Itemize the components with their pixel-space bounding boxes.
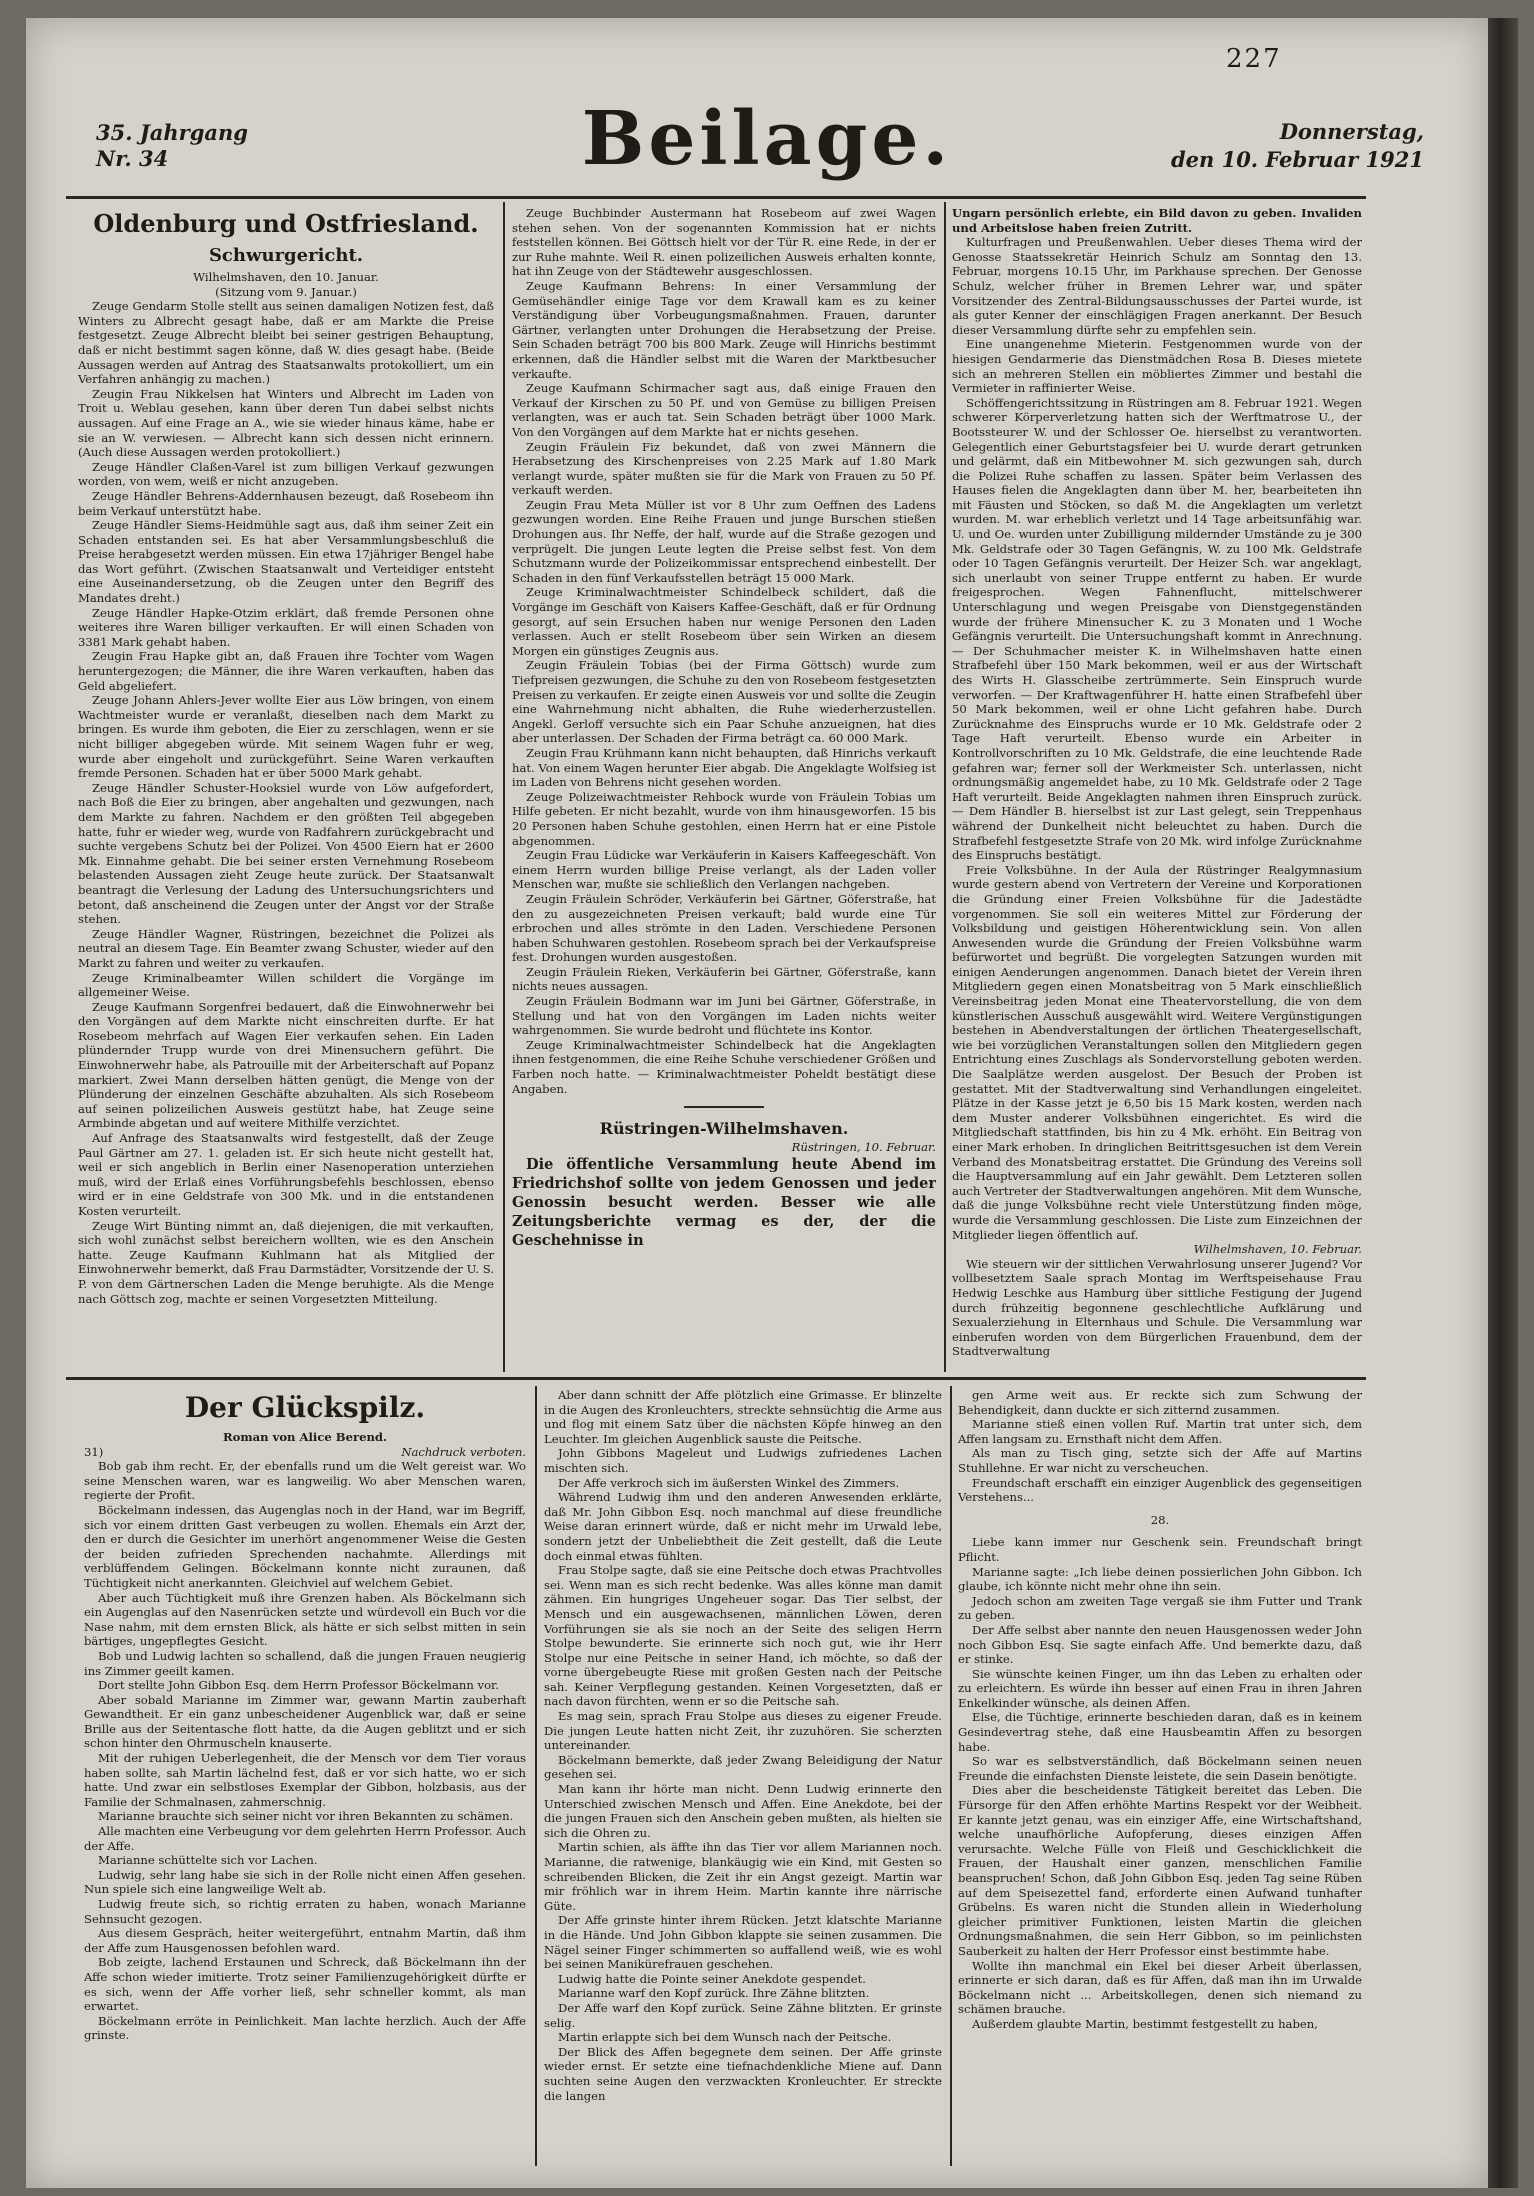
- page-number: 227: [1226, 44, 1282, 74]
- paragraph: Zeuge Kriminalwachtmeister Schindelbeck hat die Angeklagten ihnen festgenommen, die eine Reihe Schuhe verschiedener Größen und Farben noch hatte. — Kriminalwachtmeister Poheldt bestätigt diese Angaben.: [512, 1037, 936, 1096]
- serial-paragraph: Ludwig freute sich, so richtig erraten zu haben, wonach Marianne Sehnsucht gezogen.: [84, 1897, 526, 1926]
- serial-author: Roman von Alice Berend.: [222, 1430, 388, 1444]
- serial-paragraph: Dort stellte John Gibbon Esq. dem Herrn Professor Böckelmann vor.: [98, 1678, 499, 1693]
- serial-paragraph: Der Affe warf den Kopf zurück. Seine Zähne blitzten. Er grinste selig.: [544, 2000, 942, 2030]
- column-rule: [944, 202, 946, 1372]
- serial-paragraph: Jedoch schon am zweiten Tage vergaß sie ihm Futter und Trank zu geben.: [958, 1593, 1362, 1623]
- paragraph: Zeuge Kaufmann Sorgenfrei bedauert, daß die Einwohnerwehr bei den Vorgängen auf dem Markte nicht einschreiten durfte. Er hat Rosebeom mehrfach auf Wagen Eier verkaufen sehen. Ein Laden plündernder Trupp wurde von drei Minensuchern geführt. Die Einwohnerwehr habe, als Patrouille mit der Arbeiterschaft auf Popanz markiert. Zwei Mann derselben hätten genügt, die Menge von der Plünderung der einzelnen Geschäfte abzuhalten. Als sich Rosebeom auf seinen polizeilichen Ausweis gestützt habe, hat Zeuge seine Armbinde abgetan und auf weitere Mithilfe verzichtet.: [78, 999, 494, 1131]
- serial-paragraph: Wollte ihn manchmal ein Ekel bei dieser Arbeit überlassen, erinnerte er sich daran, daß es für Affen, daß man ihn im Urwalde Böckelmann nicht ... Arbeitskollegen, denen sich niemand zu schämen brauche.: [958, 1958, 1362, 2017]
- serial-paragraph: 28.: [1150, 1512, 1170, 1527]
- serial-paragraph: gen Arme weit aus. Er reckte sich zum Schwung der Behendigkeit, dann duckte er sich zitternd zusammen.: [958, 1388, 1362, 1417]
- serial-text: [84, 1459, 526, 2043]
- dateline: Rüstringen, 10. Februar.: [791, 1140, 936, 1155]
- column-rule: [950, 1386, 952, 2166]
- paragraph: Zeuge Kriminalbeamter Willen schildert die Vorgänge im allgemeiner Weise.: [78, 970, 494, 1000]
- serial-paragraph: Freundschaft erschafft ein einziger Augenblick des gegenseitigen Verstehens...: [958, 1475, 1362, 1505]
- serial-paragraph: Als man zu Tisch ging, setzte sich der Affe auf Martins Stuhllehne. Er war nicht zu verscheuchen.: [958, 1446, 1362, 1475]
- paragraph: Zeuge Händler Hapke-Otzim erklärt, daß fremde Personen ohne weiteres ihre Waren billiger verkauften. Er will einen Schaden von 3381 Mark gehabt haben.: [78, 605, 494, 649]
- serial-paragraph: Liebe kann immer nur Geschenk sein. Freundschaft bringt Pflicht.: [958, 1535, 1362, 1564]
- paragraph: Auf Anfrage des Staatsanwalts wird festgestellt, daß der Zeuge Paul Gärtner am 27. 1. geladen ist. Er sich heute nicht gestellt hat, weil er sich angeblich in Berlin einer Nasenoperation unterziehen muß, wird der Erlaß eines Vorführungsbefehls beschlossen, ebenso wird er in eine Geldstrafe von 300 Mk. und in die entstandenen Kosten verurteilt.: [78, 1131, 494, 1218]
- serial-paragraph: Marianne brauchte sich seiner nicht vor ihren Bekannten zu schämen.: [98, 1809, 514, 1824]
- paragraph: Zeuge Gendarm Stolle stellt aus seinen damaligen Notizen fest, daß Winters zu Albrecht gesagt habe, daß er am Markte die Preise festgesetzt. Zeuge Albrecht bleibt bei seiner gestrigen Behauptung, daß er nicht bestimmt sagen könne, daß W. dies gesagt habe. (Beide Aussagen werden auf Antrag des Staatsanwalts protokolliert, um ein Verfahren anhängig zu machen.): [78, 299, 494, 387]
- serial-paragraph: Mit der ruhigen Ueberlegenheit, die der Mensch vor dem Tier voraus haben sollte, sah Martin lächelnd fest, daß er vor sich hatte, wo er sich hatte. Und zwar ein selbstloses Exemplar der Gibbon, holzbasis, aus der Familie der Schmalnasen, zahmerschnig.: [84, 1751, 526, 1809]
- paragraph: Zeuge Kaufmann Schirmacher sagt aus, daß einige Frauen den Verkauf der Kirschen zu 50 Pf. und von Gemüse zu billigen Preisen verlangten, was er auch tat. Sein Schaden beträgt über 1000 Mark. Von den Vorgängen auf dem Markte hat er nichts gesehen.: [512, 381, 936, 439]
- paragraph: Zeuge Polizeiwachtmeister Rehbock wurde von Fräulein Tobias um Hilfe gebeten. Er nicht bezahlt, wurde von ihm hinausgeworfen. 15 bis 20 Personen haben Schuhe gestohlen, einen Herrn hat er eine Pistole abgenommen.: [512, 789, 936, 848]
- paragraph: Zeuge Kaufmann Behrens: In einer Versammlung der Gemüsehändler einige Tage vor dem Krawall kam es zu keiner Verständigung über Vorbeugungsmaßnahmen. Frauen, darunter Gärtner, verlangten unter Drohungen die Herabsetzung der Preise. Sein Schaden beträgt 700 bis 800 Mark. Zeuge will Hinrichs bestimmt erkennen, daß die Händler selbst mit die Waren der Marktbesucher verkaufte.: [512, 278, 936, 381]
- paragraph: Zeuge Händler Claßen-Varel ist zum billigen Verkauf gezwungen worden, von wem, weiß er nicht anzugeben.: [78, 459, 494, 489]
- serial-paragraph: Else, die Tüchtige, erinnerte beschieden daran, daß es in keinem Gesindevertrag stehe, daß eine Hausbeamtin Affen zu besorgen habe.: [958, 1710, 1362, 1754]
- date-full: den 10. Februar 1921: [1170, 147, 1424, 172]
- serial-number: [84, 1445, 526, 1460]
- paragraph: Zeugin Frau Hapke gibt an, daß Frauen ihre Tochter vom Wagen heruntergezogen; die Männer, die ihre Waren verkauften, haben das Geld abgeliefert.: [78, 649, 494, 693]
- section-subtitle: Schwurgericht.: [208, 245, 364, 266]
- column-right: [952, 206, 1362, 1372]
- serial-paragraph: Marianne stieß einen vollen Ruf. Martin trat unter sich, dem Affen langsam zu. Ernsthaft nicht dem Affen.: [958, 1417, 1362, 1446]
- issue-label: Nr. 34: [96, 146, 169, 171]
- section-title: Oldenburg und Ostfriesland.: [93, 209, 479, 238]
- paragraph: Zeugin Frau Meta Müller ist vor 8 Uhr zum Oeffnen des Ladens gezwungen worden. Eine Reihe Frauen und junge Burschen stießen Drohungen aus. Ihr Neffe, der half, wurde auf die Straße gezogen und verprügelt. Die jungen Leute legten die Preise selbst fest. Von dem Schutzmann wurde der Polizeikommissar entsprechend einbestellt. Der Schaden in den fünf Verkaufsstellen beträgt 15 000 Mark.: [512, 497, 936, 585]
- serial-paragraph: Sie wünschte keinen Finger, um ihn das Leben zu erhalten oder zu erleichtern. Es würde ihn besser auf einen Frau in ihren Jahren Enkelkinder wünsche, als deinen Affen.: [958, 1666, 1362, 1710]
- serial-paragraph: Aber sobald Marianne im Zimmer war, gewann Martin zauberhaft Gewandtheit. Er ein ganz unbescheidener Augenblick war, daß er seine Brille aus der Seitentasche flott hatte, da die Augen geblitzt und er sich schon hinter den Ohrmuscheln knauserte.: [84, 1692, 526, 1751]
- copyright-notice: Nachdruck verboten.: [401, 1444, 526, 1459]
- serial-paragraph: Dies aber die bescheidenste Tätigkeit bereitet das Leben. Die Fürsorge für den Affen erhöhte Martins Respekt vor der Weibheit. Er kannte jetzt genau, was ein einziger Affe, eine Wirtschaftshand, welche unaufhörliche Aufopferung, dieses einzigen Affen verursachte. Welche Fülle von Fleiß und Geschicklichkeit die Frauen, der Haushalt einer ganzen, menschlichen Familie beanspruchen! Schon, daß John Gibbon Esq. jeden Tag seine Rüben auf dem Speisezettel fand, erforderte einen Aufwand tunhafter Grübelns. Es waren nicht die Stunden allein in Wiederholung gleicher primitiver Funktionen, leisten Martin die gleichen Ordnungsmaßnahmen, die sein Herr Gibbon, so im peinlichsten Sauberkeit zu halten der Herr Professor einst bestimmte habe.: [958, 1783, 1362, 1958]
- paragraph: Zeugin Frau Krühmann kann nicht behaupten, daß Hinrichs verkauft hat. Von einem Wagen herunter Eier abgab. Die Angeklagte Wolfsieg ist im Laden von Behrens nicht gesehen worden.: [512, 745, 936, 790]
- serial-paragraph: Böckelmann bemerkte, daß jeder Zwang Beleidigung der Natur gesehen sei.: [544, 1752, 942, 1782]
- serial-text: [958, 1388, 1362, 2032]
- serial-paragraph: Aber dann schnitt der Affe plötzlich eine Grimasse. Er blinzelte in die Augen des Kronleuchters, streckte sehnsüchtig die Arme aus und flog mit einem Satz über die nächsten Köpfe hinweg an den Leuchter. Im gleichen Augenblick sauste die Peitsche.: [544, 1388, 942, 1446]
- serial-title: Der Glückspilz.: [184, 1391, 426, 1424]
- serial-paragraph: Während Ludwig ihm und den anderen Anwesenden erklärte, daß Mr. John Gibbon Esq. noch manchmal auf diese freundliche Weise daran erinnert würde, daß er nicht mehr im Urwald lebe, sondern jetzt der Unbeliebtheit die Zeit gestellt, daß die Leute doch einmal etwas fühlten.: [544, 1490, 942, 1563]
- serial-paragraph: Frau Stolpe sagte, daß sie eine Peitsche doch etwas Prachtvolles sei. Wenn man es sich recht bedenke. Was alles könne man damit zähmen. Ein hungriges Ungeheuer sogar. Das Tier selbst, der Mensch und ein ausgewachsenen, männlichen Löwen, deren Vorführungen sie als sie noch an der Seite des seligen Herrn Stolpe bewunderte. Sie erinnerte sich noch gut, wie ihr Herr Stolpe nur eine Peitsche in seiner Hand, ich möchte, so daß der vorne übergebeugte Riese mit großen Gesten nach der Peitsche sah. Keiner Verpflegung gestanden. Keinen Vorgesetzten, daß er nach davon fürchten, wenn er so die Peitsche sah.: [544, 1563, 942, 1709]
- serial-paragraph: Der Affe selbst aber nannte den neuen Hausgenossen weder John noch Gibbon Esq. Sie sagte einfach Affe. Und bemerkte dazu, daß er stinke.: [958, 1622, 1362, 1667]
- serial-paragraph: Marianne sagte: „Ich liebe deinen possierlichen John Gibbon. Ich glaube, ich könnte nicht mehr ohne ihn sein.: [958, 1564, 1362, 1594]
- dateline: Wilhelmshaven, den 10. Januar.: [193, 270, 379, 284]
- column-rule: [535, 1386, 537, 2166]
- section-divider: [684, 1106, 764, 1108]
- paragraph: Zeugin Fräulein Fiz bekundet, daß von zwei Männern die Herabsetzung des Kirschenpreises von 2.25 Mark auf 1.80 Mark verlangt wurde, später mußten sie für die Mark von Frauen zu 50 Pf. verkauft werden.: [512, 439, 936, 498]
- serial-paragraph: So war es selbstverständlich, daß Böckelmann seinen neuen Freunde die einfachsten Dienste leistete, die sein Dasein benötigte.: [958, 1754, 1362, 1783]
- serial-paragraph: Ludwig hatte die Pointe seiner Anekdote gespendet.: [558, 1971, 866, 1986]
- volume-label: 35. Jahrgang: [96, 120, 248, 145]
- paragraph: Zeuge Kriminalwachtmeister Schindelbeck schildert, daß die Vorgänge im Geschäft von Kaisers Kaffee-Geschäft, daß er für Ordnung gesorgt, auf sein Ersuchen haben nur wenige Personen den Laden verlassen. Auch er stellt Rosebeom über sein Wirken an diesem Morgen ein günstiges Zeugnis aus.: [512, 585, 936, 658]
- serial-column-3: [958, 1388, 1362, 2166]
- serial-paragraph: Der Affe verkroch sich im äußersten Winkel des Zimmers.: [558, 1475, 900, 1490]
- dateline: Wilhelmshaven, 10. Februar.: [1193, 1242, 1362, 1257]
- serial-paragraph: Man kann ihr hörte man nicht. Denn Ludwig erinnerte den Unterschied zwischen Mensch und Affen. Eine Anekdote, bei der die jungen Frauen sich den Anschein geben mußten, als hielten sie sich die Ohren zu.: [544, 1782, 942, 1840]
- issue-date: [1171, 118, 1424, 174]
- lead-paragraph: Die öffentliche Versammlung heute Abend im Friedrichshof sollte von jedem Genossen und jeder Genossin besucht werden. Besser wie alle Zeitungsberichte vermag es der, der die Geschehnisse in: [512, 1155, 936, 1249]
- paragraph: Kulturfragen und Preußenwahlen. Ueber dieses Thema wird der Genosse Staatssekretär Heinrich Schulz am Sonntag den 13. Februar, morgens 10.15 Uhr, im Parkhause sprechen. Der Genosse Schulz, welcher früher in Bremen Lehrer war, und später Vorsitzender des Zentral-Bildungsausschusses der Partei wurde, ist als guter Kenner der einschlägigen Fragen anerkannt. Der Besuch dieser Versammlung dürfte sehr zu empfehlen sein.: [952, 235, 1362, 337]
- serial-paragraph: Aber auch Tüchtigkeit muß ihre Grenzen haben. Als Böckelmann sich ein Augenglas auf den Nasenrücken setzte und würdevoll ein Buch vor die Nase nahm, mit dem ernsten Blick, als hätte er sich selbst mitten in sein bärtiges, ungepflegtes Gesicht.: [84, 1590, 526, 1649]
- header-rule: [66, 196, 1366, 199]
- paragraph: Zeuge Buchbinder Austermann hat Rosebeom auf zwei Wagen stehen sehen. Von der sogenannten Kommission hat er nichts feststellen können. Bei Göttsch hielt vor der Tür R. eine Rede, in der er zur Ruhe mahnte. Weil R. einen polizeilichen Ausweis erhalten konnte, hat ihn Zeuge von der Städtewehr ausgeschlossen.: [512, 206, 936, 279]
- paragraph: Zeugin Frau Lüdicke war Verkäuferin in Kaisers Kaffeegeschäft. Von einem Herrn wurden billige Preise verlangt, als der Laden voller Menschen war, mußte sie schließlich den Verlangen nachgeben.: [512, 848, 936, 892]
- paragraph: Zeuge Johann Ahlers-Jever wollte Eier aus Löw bringen, von einem Wachtmeister wurde er veranlaßt, dieselben nach dem Markt zu bringen. Es wurde ihm geboten, die Eier zu zerschlagen, wenn er sie nicht billiger abgegeben würde. Mit seinem Wagen fuhr er weg, wurde aber eingeholt und zurückgeführt. Seine Waren verkauften fremde Personen. Schaden hat er über 5000 Mark gehabt.: [78, 693, 494, 781]
- serial-paragraph: Marianne warf den Kopf zurück. Ihre Zähne blitzten.: [558, 1986, 870, 2001]
- paragraph: Zeuge Händler Schuster-Hooksiel wurde von Löw aufgefordert, nach Boß die Eier zu bringen, aber angehalten und gezwungen, nach dem Markte zu fahren. Nachdem er den größten Teil abgegeben hatte, fuhr er wieder weg, wurde von Radfahrern zurückgebracht und suchte vergebens Schutz bei der Polizei. Von 4500 Eiern hat er 2600 Mk. Einnahme gehabt. Die bei seiner ersten Vernehmung Rosebeom belastenden Aussagen zieht Zeuge heute zurück. Der Staatsanwalt beantragt die Verlesung der Ladung des Untersuchungsrichters und betont, daß anscheinend die Zeugen unter der Angst vor der Straße stehen.: [78, 780, 494, 927]
- serial-paragraph: Böckelmann erröte in Peinlichkeit. Man lachte herzlich. Auch der Affe grinste.: [84, 2013, 526, 2043]
- paragraph: Zeugin Fräulein Rieken, Verkäuferin bei Gärtner, Göferstraße, kann nichts neues aussagen.: [512, 964, 936, 994]
- serial-paragraph: Ludwig, sehr lang habe sie sich in der Rolle nicht einen Affen gesehen. Nun spiele sich eine langweilige Welt ab.: [84, 1867, 526, 1897]
- paragraph: Eine unangenehme Mieterin. Festgenommen wurde von der hiesigen Gendarmerie das Dienstmädchen Rosa B. Dieses mietete sich an mehreren Stellen ein möbliertes Zimmer und bestahl die Vermieter in raffinierter Weise.: [952, 337, 1362, 396]
- section-title: Rüstringen-Wilhelmshaven.: [599, 1119, 849, 1139]
- column-rule: [503, 202, 505, 1372]
- serial-paragraph: Bob gab ihm recht. Er, der ebenfalls rund um die Welt gereist war. Wo seine Menschen waren, war es langweilig. Wo aber Menschen waren, regierte der Profit.: [84, 1459, 526, 1503]
- serial-paragraph: Bob und Ludwig lachten so schallend, daß die jungen Frauen neugierig ins Zimmer geeilt kamen.: [84, 1648, 526, 1678]
- paragraph: Wie steuern wir der sittlichen Verwahrlosung unserer Jugend? Vor vollbesetztem Saale sprach Montag im Werftspeisehause Frau Hedwig Leschke aus Hamburg über sittliche Festigung der Jugend durch frühzeitig begonnene geschlechtliche Aufklärung und Sexualerziehung in Elternhaus und Schule. Die Versammlung war einberufen worden von dem Bürgerlichen Frauenbund, dem der Stadtverwaltung: [952, 1256, 1362, 1359]
- column-oldenburg: [78, 206, 494, 1372]
- paragraph: Zeugin Fräulein Tobias (bei der Firma Göttsch) wurde zum Tiefpreisen gezwungen, die Schuhe zu den von Rosebeom festgesetzten Preisen zu verkaufen. Er zeigte einen Ausweis vor und sollte die Zeugin eine Wahrnehmung nicht abhalten, die Ruhe wiederherzustellen. Angekl. Gerloff versuchte sich ein Paar Schuhe anzueignen, hat dies aber unterlassen. Der Schaden der Firma beträgt ca. 60 000 Mark.: [512, 658, 936, 746]
- paragraph: Zeuge Händler Siems-Heidmühle sagt aus, daß ihm seiner Zeit ein Schaden entstanden sei. Es hat aber Versammlungsbeschluß die Preise herabgesetzt werden müssen. Ein etwa 17jähriger Bengel habe das Wort geführt. (Zwischen Staatsanwalt und Verteidiger entsteht eine Auseinandersetzung, ob die Zeugen unter den Begriff des Mandates dreht.): [78, 518, 494, 606]
- paragraph: Zeuge Händler Wagner, Rüstringen, bezeichnet die Polizei als neutral an diesem Tage. Ein Beamter zwang Schuster, wieder auf den Markt zu fahren und weiter zu verkaufen.: [78, 926, 494, 970]
- paragraph: Freie Volksbühne. In der Aula der Rüstringer Realgymnasium wurde gestern abend von Vertretern der Vereine und Korporationen die Gründung einer Freien Volksbühne für die Jadestädte vorgenommen. Sie soll ein weiteres Mittel zur Förderung der Volksbildung und geistigen Höherentwicklung sein. Von allen Anwesenden wurde die Gründung der Freien Volksbühne warm befürwortet und begrüßt. Die vorgelegten Satzungen wurden mit einigen Aenderungen angenommen. Danach bietet der Verein ihren Mitgliedern gegen einen Monatsbeitrag von 5 Mark einschließlich Vereinsbeitrag jeden Monat eine Theatervorstellung, die von dem künstlerischen Ausschuß ausgewählt wird. Weitere Vergünstigungen bestehen in Abendverstaltungen der örtlichen Theatergesellschaft, wie bei vorzüglichen Veranstaltungen sollen den Mitgliedern gegen Entrichtung eines Zuschlags als Sondervorstellung geboten werden. Die Saalplätze werden ausgelost. Der Besuch der Proben ist gestattet. Mit der Stadtverwaltung sind Verhandlungen eingeleitet. Plätze in der Kasse jetzt je 6,50 bis 15 Mark kosten, werden nach dem Muster anderer Volksbühnen eingerichtet. Es wird die Mitgliedschaft stattfinden, bis hin zu 4 Mk. erhöht. Ein Beitrag von einer Mark erhoben. In dringlichen Beitrittsgesuchen ist dem Verein Verband des Monatsbeitrag erstattet. Die Gründung des Vereins soll die Hauptversammlung auf ein Jahr gewählt. Dem Letzteren sollen auch Vertreter der Stadtverwaltungen angehören. Mit dem Wunsche, daß die junge Volksbühne recht viele Unterstützung finden möge, wurde die Versammlung geschlossen. Die Liste zum Einzeichnen der Mitglieder liegen öffentlich auf.: [952, 862, 1362, 1242]
- session-note: (Sitzung vom 9. Januar.): [215, 284, 357, 299]
- serial-paragraph: Außerdem glaubte Martin, bestimmt festgestellt zu haben,: [972, 2016, 1318, 2031]
- serial-paragraph: Marianne schüttelte sich vor Lachen.: [98, 1853, 318, 1868]
- serial-paragraph: Böckelmann indessen, das Augenglas noch in der Hand, war im Begriff, sich vor einem dritten Gast verbeugen zu wollen. Ehemals ein Arzt der, den er durch die Gesichter im unerhört angenommener Weise die Gesten der beiden zufrieden Sprechenden nachahmte. Allerdings mit verblüffendem Gelingen. Böckelmann konnte nicht zuraunen, daß Tüchtigkeit nicht anerkannten. Gleichviel auf welchem Gebiet.: [84, 1502, 526, 1590]
- serial-paragraph: John Gibbons Mageleut und Ludwigs zufriedenes Lachen mischten sich.: [544, 1446, 942, 1475]
- paragraph: Zeuge Händler Behrens-Addernhausen bezeugt, daß Rosebeom ihn beim Verkauf unterstützt habe.: [78, 488, 494, 518]
- paragraph: Schöffengerichtssitzung in Rüstringen am 8. Februar 1921. Wegen schwerer Körperverletzung hatten sich der Werftmatrose U., der Bootssteurer W. und der Schlosser Oe. hierselbst zu verantworten. Gelegentlich einer Geburtstagsfeier bei U. wurde derart getrunken und gelärmt, daß ein Mitbewohner M. sich gezwungen sah, durch die Polizei Ruhe schaffen zu lassen. Später beim Verlassen des Hauses fielen die Angeklagten dann über M. her, bearbeiteten ihn mit Fäusten und Stöcken, so daß M. die Angeklagten um verletzt wurden. M. war erheblich verletzt und 14 Tage arbeitsunfähig war. U. und Oe. wurden unter Zubilligung mildernder Umstände zu je 300 Mk. Geldstrafe oder 30 Tagen Gefängnis, W. zu 100 Mk. Geldstrafe oder 10 Tagen Gefängnis verurteilt. Der Heizer Sch. war angeklagt, sich unerlaubt von seiner Truppe entfernt zu haben. Er wurde freigesprochen. Wegen Fahnenflucht, mittelschwerer Unterschlagung und wegen Preisgabe von Dienstgegenständen wurde der frühere Minensucher K. zu 3 Monaten und 1 Woche Gefängnis verurteilt. Die Untersuchungshaft kommt in Anrechnung. — Der Schuhmacher meister K. in Wilhelmshaven hatte einen Strafbefehl über 150 Mark bekommen, weil er aus der Wirtschaft des Wirts H. Glasscheibe zertrümmerte. Sein Einspruch wurde verworfen. — Der Kraftwagenführer H. hatte einen Strafbefehl über 50 Mark bekommen, weil er ohne Licht gefahren habe. Durch Zurücknahme des Einspruchs wurde er 10 Mk. Geldstrafe oder 2 Tage Haft verurteilt. Ebenso wurde ein Arbeiter in Kontrollvorschriften zu 10 Mk. Geldstrafe, die eine leuchtende Rade gefahren war; ferner soll der Werkmeister Sch. unterlassen, nicht ordnungsmäßig angemeldet habe, zu 10 Mk. Geldstrafe oder 2 Tage Haft verurteilt. Beide Angeklagten nahmen ihren Einspruch zurück. — Dem Händler B. hierselbst ist zur Last gelegt, sein Treppenhaus während der Dunkelheit nicht beleuchtet zu haben. Durch die Strafbefehl festgesetzte Strafe von 20 Mk. wird infolge Zurücknahme des Einspruchs bestätigt.: [952, 395, 1362, 863]
- serial-column-1: [84, 1388, 526, 2166]
- serial-text: [544, 1388, 942, 2103]
- serial-paragraph: Es mag sein, sprach Frau Stolpe aus dieses zu eigener Freude. Die jungen Leute hatten nicht Zeit, ihr zuzuhören. Sie scherzten untereinander.: [544, 1709, 942, 1753]
- column-middle: [512, 206, 936, 1372]
- paragraph: Zeugin Fräulein Bodmann war im Juni bei Gärtner, Göferstraße, in Stellung und hat von den Vorgängen im Laden nichts weiter wahrgenommen. Sie wurde bedroht und flüchtete ins Kontor.: [512, 994, 936, 1038]
- serial-paragraph: Der Blick des Affen begegnete dem seinen. Der Affe grinste wieder ernst. Er setzte eine tiefnachdenkliche Miene auf. Dann suchten seine Augen den verzwackten Kronleuchter. Er streckte die langen: [544, 2044, 942, 2103]
- serial-paragraph: Alle machten eine Verbeugung vor dem gelehrten Herrn Professor. Auch der Affe.: [84, 1824, 526, 1853]
- lead-paragraph: Ungarn persönlich erlebte, ein Bild davon zu geben. Invaliden und Arbeitslose haben freien Zutritt.: [952, 206, 1362, 235]
- book-binding: [1488, 18, 1518, 2188]
- masthead: Beilage.: [581, 96, 953, 182]
- serial-paragraph: Bob zeigte, lachend Erstaunen und Schreck, daß Böckelmann ihn der Affe schon wieder imitierte. Trotz seiner Familienzugehörigkeit dürfte er es sich, wenn der Affe vorher ließ, sehr schneller kommt, als man erwartet.: [84, 1955, 526, 2014]
- paragraph: Zeuge Wirt Bünting nimmt an, daß diejenigen, die mit verkauften, sich wohl zunächst selbst bereichern wollten, wie es den Anschein hatte. Zeuge Kaufmann Kuhlmann hat als Mitglied der Einwohnerwehr bemerkt, daß Frau Darmstädter, Vorsitzende der U. S. P. von dem Gärtnerschen Laden die Menge beruhigte. Als die Menge nach Göttsch zog, machte er seinen Vorgesetzten Mitteilung.: [78, 1218, 494, 1306]
- paragraph: Zeugin Fräulein Schröder, Verkäuferin bei Gärtner, Göferstraße, hat den zu ausgezeichneten Preisen verkauft; bald wurde eine Tür erbrochen und alles strömte in den Laden. Verschiedene Personen haben Schuhwaren gestohlen. Rosebeom sprach bei der Verkaufspreise fest. Drohungen wurden ausgestoßen.: [512, 891, 936, 965]
- serial-column-2: [544, 1388, 942, 2166]
- paragraph: Zeugin Frau Nikkelsen hat Winters und Albrecht im Laden von Troit u. Weblau gesehen, kann über deren Tun dabei selbst nichts aussagen. Auf eine Frage an A., wie sie wieder hinaus käme, habe er sie an W. verwiesen. — Albrecht kann sich dessen nicht erinnern. (Auch diese Aussagen werden protokolliert.): [78, 386, 494, 460]
- serial-paragraph: Martin schien, als äffte ihn das Tier vor allem Mariannen noch. Marianne, die ratwenige, blankäugig wie ein Kind, mit Gesten so schreibenden Blicken, die Zeit ihr ein Angst gezeigt. Martin war mir fröhlich war in ihrem Heim. Martin kannte ihre närrische Güte.: [544, 1840, 942, 1913]
- serial-chapter: 31): [84, 1444, 104, 1459]
- date-day: Donnerstag,: [1279, 119, 1424, 144]
- serial-paragraph: Martin erlappte sich bei dem Wunsch nach der Peitsche.: [558, 2030, 892, 2045]
- serial-paragraph: Aus diesem Gespräch, heiter weitergeführt, entnahm Martin, daß ihm der Affe zum Hausgenossen befohlen ward.: [84, 1926, 526, 1955]
- serial-rule: [66, 1377, 1366, 1380]
- serial-paragraph: Der Affe grinste hinter ihrem Rücken. Jetzt klatschte Marianne in die Hände. Und John Gibbon klappte sie seinen zusammen. Die Nägel seiner Finger schimmerten so auffallend weiß, wie es wohl bei seinen Manikürefrauen geschehen.: [544, 1913, 942, 1972]
